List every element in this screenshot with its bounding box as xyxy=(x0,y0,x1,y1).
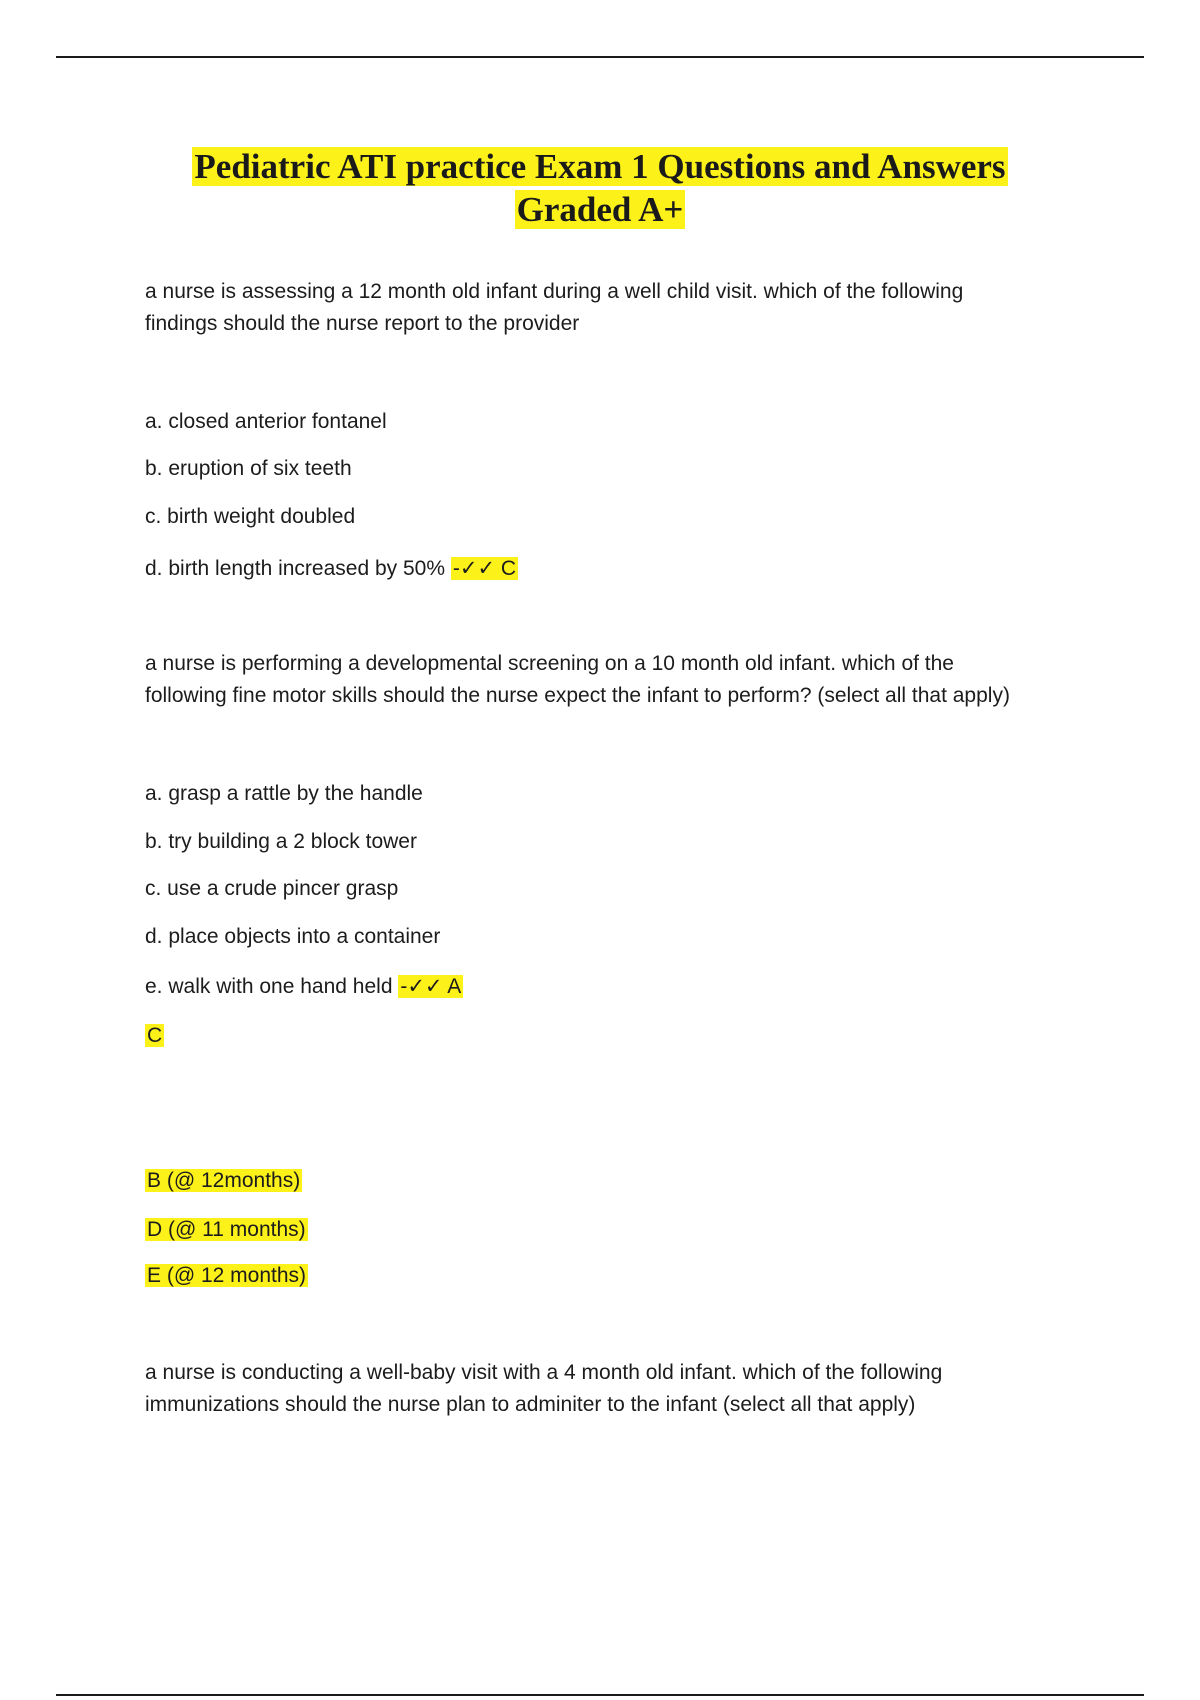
question-2-answer-line: B (@ 12months) xyxy=(147,1169,301,1192)
question-2-option-e-row xyxy=(145,971,463,1003)
question-2-option-c: c. use a crude pincer grasp xyxy=(145,877,399,900)
title-line-1: Pediatric ATI practice Exam 1 Questions and Answers xyxy=(194,147,1006,186)
question-2-answer-line: D (@ 11 months) xyxy=(147,1218,306,1241)
question-2-line-1: a nurse is performing a developmental screening on a 10 month old infant. which of the xyxy=(145,652,954,675)
question-3-line-1: a nurse is conducting a well-baby visit with a 4 month old infant. which of the following xyxy=(145,1361,943,1384)
question-2-option-b: b. try building a 2 block tower xyxy=(145,830,417,853)
question-1-option-b: b. eruption of six teeth xyxy=(145,457,352,480)
question-2-answer: -✓✓ A xyxy=(400,975,462,998)
question-1-option-d: d. birth length increased by 50% xyxy=(145,557,446,580)
question-2-answer-line: C xyxy=(147,1024,163,1047)
question-1-line-1: a nurse is assessing a 12 month old infant during a well child visit. which of the following xyxy=(145,280,964,303)
question-1-option-a: a. closed anterior fontanel xyxy=(145,410,387,433)
question-2-answer-line: E (@ 12 months) xyxy=(147,1264,307,1287)
question-2-option-a: a. grasp a rattle by the handle xyxy=(145,782,423,805)
question-1-answer: -✓✓ C xyxy=(452,557,517,580)
document-title xyxy=(120,145,1080,231)
question-2-option-e: e. walk with one hand held xyxy=(145,975,393,998)
question-2-option-d: d. place objects into a container xyxy=(145,925,441,948)
bottom-rule xyxy=(56,1694,1144,1696)
top-rule xyxy=(56,56,1144,58)
question-2-line-2: following fine motor skills should the nurse expect the infant to perform? (select all that apply) xyxy=(145,684,1010,707)
question-3-line-2: immunizations should the nurse plan to adminiter to the infant (select all that apply) xyxy=(145,1393,916,1416)
question-1-line-2: findings should the nurse report to the provider xyxy=(145,312,580,335)
title-line-2: Graded A+ xyxy=(516,190,684,229)
question-1-option-d-row xyxy=(145,553,518,585)
question-1-option-c: c. birth weight doubled xyxy=(145,505,356,528)
